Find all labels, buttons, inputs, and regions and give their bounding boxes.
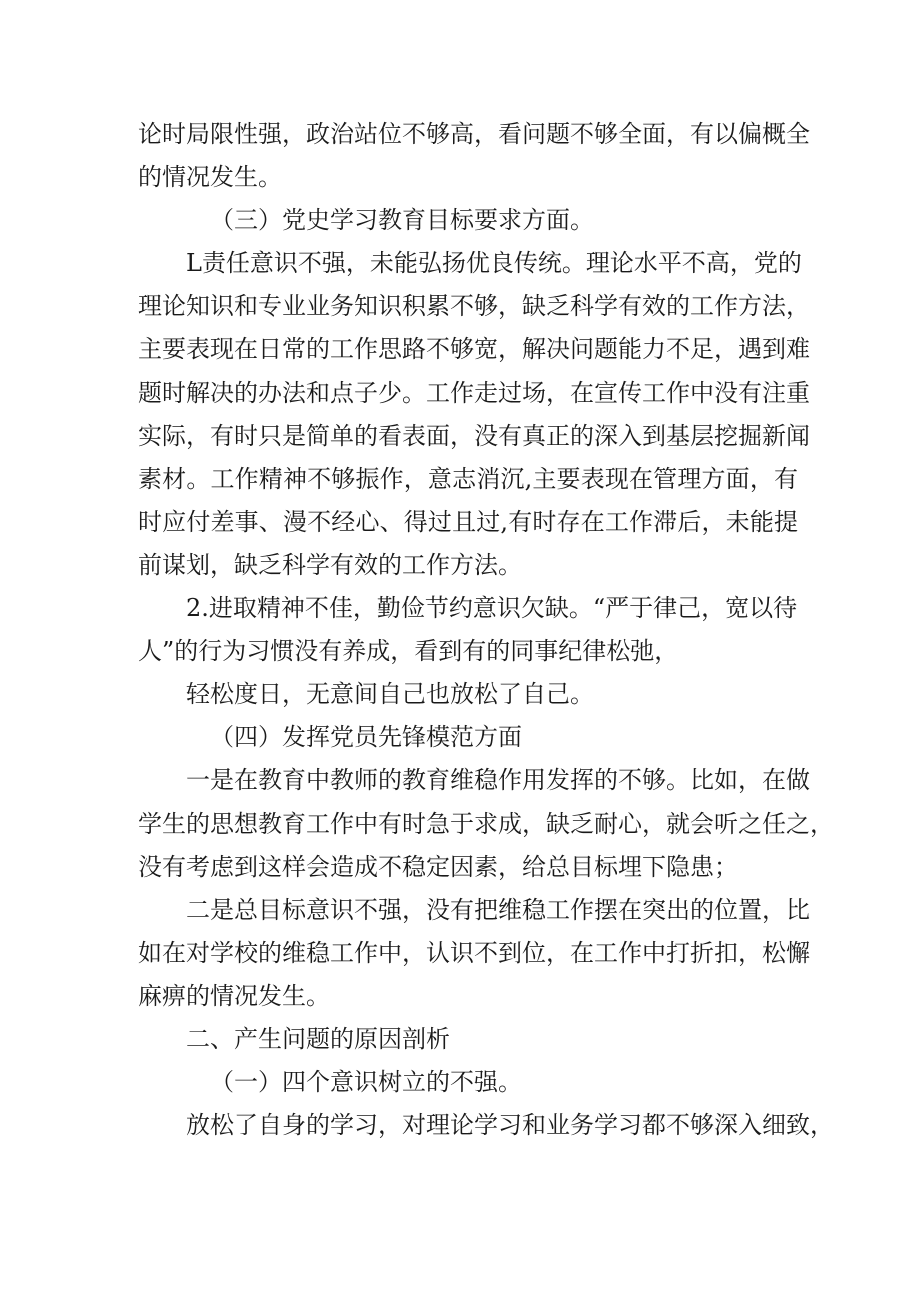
text-line-1: 论时局限性强，政治站位不够高，看问题不够全面，有以偏概全: [138, 120, 810, 148]
text-line-5: 理论知识和专业业务知识积累不够，缺乏科学有效的工作方法，: [138, 292, 810, 321]
chapter-heading-2: 二、产生问题的原因剖析: [186, 1024, 450, 1053]
section-heading-4: （四）发挥党员先锋模范方面: [210, 723, 522, 752]
text-line-4: L责任意识不强，未能弘扬优良传统。理论水平不高，党的: [186, 249, 802, 278]
text-line-21: 麻痹的情况发生。: [138, 981, 330, 1010]
text-line-10: 时应付差事、漫不经心、得过且过,有时存在工作滞后，未能提: [138, 507, 798, 536]
text-line-14: 轻松度日，无意间自己也放松了自己。: [186, 680, 594, 709]
text-line-18: 没有考虑到这样会造成不稳定因素，给总目标埋下隐患；: [138, 852, 738, 881]
document-body: [138, 113, 834, 1147]
text-line-17: 学生的思想教育工作中有时急于求成，缺乏耐心，就会听之任之，: [138, 809, 834, 838]
section-heading-3: （三）党史学习教育目标要求方面。: [210, 206, 594, 235]
text-line-16: 一是在教育中教师的教育维稳作用发挥的不够。比如，在做: [186, 766, 810, 795]
text-line-20: 如在对学校的维稳工作中，认识不到位，在工作中打折扣，松懈: [138, 938, 810, 967]
text-line-9: 素材。工作精神不够振作，意志消沉,主要表现在管理方面，有: [138, 464, 798, 493]
text-line-7: 题时解决的办法和点子少。工作走过场，在宣传工作中没有注重: [138, 378, 810, 407]
text-line-8: 实际，有时只是简单的看表面，没有真正的深入到基层挖掘新闻: [138, 421, 810, 450]
text-line-11: 前谋划，缺乏科学有效的工作方法。: [138, 550, 522, 579]
text-line-2: 的情况发生。: [138, 163, 282, 192]
text-line-13: 人”的行为习惯没有养成，看到有的同事纪律松弛，: [138, 637, 679, 666]
text-line-12: 2.进取精神不佳，勤俭节约意识欠缺。“严于律己，宽以待: [186, 594, 798, 623]
section-heading-1: （一）四个意识树立的不强。: [210, 1068, 522, 1097]
text-line-6: 主要表现在日常的工作思路不够宽，解决问题能力不足，遇到难: [138, 335, 810, 364]
text-line-19: 二是总目标意识不强，没有把维稳工作摆在突出的位置，比: [186, 895, 810, 924]
text-line-24: 放松了自身的学习，对理论学习和业务学习都不够深入细致，: [186, 1111, 834, 1140]
